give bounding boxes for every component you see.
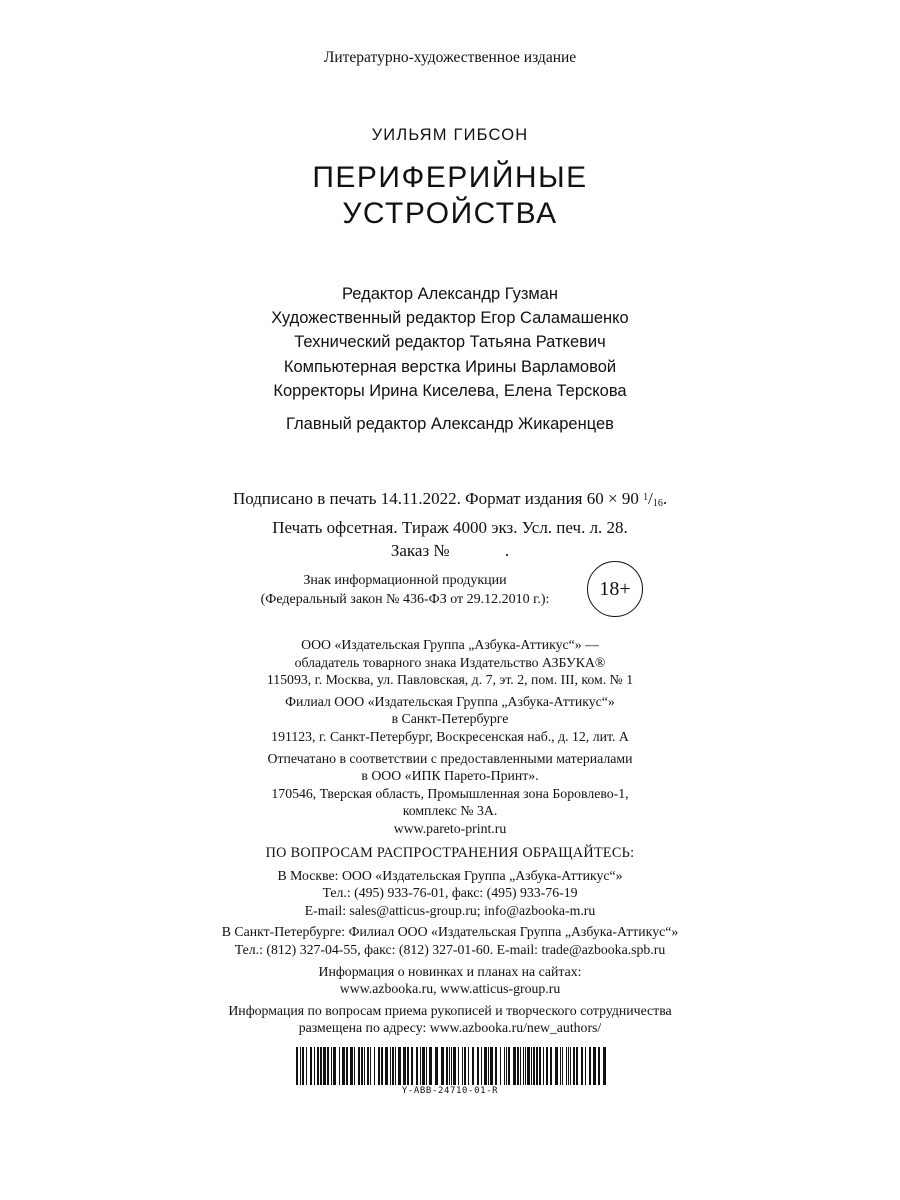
barcode-bar [531, 1047, 532, 1085]
barcode-bar [598, 1047, 600, 1085]
credit-proofreaders: Корректоры Ирина Киселева, Елена Терскова [273, 381, 627, 400]
info-sign-label-1: Знак информационной продукции [303, 573, 507, 588]
news-info: Информация о новинках и планах на сайтах: [318, 963, 582, 979]
barcode-bar [327, 1047, 329, 1085]
credit-art-editor: Художественный редактор Егор Саламашенко [271, 309, 629, 328]
spb-contact: В Санкт-Петербурге: Филиал ООО «Издательская Группа „Азбука-Аттикус“» [221, 924, 679, 940]
moscow-contact: В Москве: ООО «Издательская Группа „Азбука-Аттикус“» [277, 867, 623, 883]
format-end: . [662, 489, 668, 508]
barcode-bar [323, 1047, 326, 1085]
credit-tech-editor: Технический редактор Татьяна Раткевич [294, 333, 606, 352]
barcode-bar [422, 1047, 425, 1085]
barcode-bar [354, 1047, 355, 1085]
branch-line: в Санкт-Петербурге [391, 711, 509, 727]
barcode-bar [527, 1047, 530, 1085]
barcode-bar [562, 1047, 563, 1085]
printer-line: Отпечатано в соответствии с предоставленными материалами [267, 750, 633, 766]
barcode-bar [488, 1047, 489, 1085]
barcode-bar [426, 1047, 427, 1085]
barcode-bar [411, 1047, 413, 1085]
barcode-bar [573, 1047, 575, 1085]
printer-website: www.pareto-print.ru [393, 820, 507, 836]
barcode-bar [533, 1047, 535, 1085]
print-info-line-1 [0, 486, 900, 516]
barcode-bar [333, 1047, 336, 1085]
barcode-bar [441, 1047, 444, 1085]
barcode-bar [346, 1047, 348, 1085]
barcode-bar [543, 1047, 544, 1085]
barcode-bar [451, 1047, 452, 1085]
barcode-bar [314, 1047, 315, 1085]
barcode-bar [520, 1047, 521, 1085]
barcode-bar [403, 1047, 406, 1085]
credit-editor: Редактор Александр Гузман [341, 285, 559, 303]
barcode-bar [374, 1047, 375, 1085]
print-info [0, 486, 900, 563]
format-text: Подписано в печать 14.11.2022. Формат издания 60 × 90 [232, 489, 639, 508]
barcode-bar [495, 1047, 497, 1085]
barcode-bar [453, 1047, 456, 1085]
barcode-bar [581, 1047, 583, 1085]
title-line-1: ПЕРИФЕРИЙНЫЕ [312, 161, 588, 194]
print-info-line-3: Заказ № . [390, 541, 510, 560]
barcode-bar [302, 1047, 304, 1085]
barcode [296, 1047, 608, 1085]
authors-url: размещена по адресу: www.azbooka.ru/new_authors/ [298, 1020, 602, 1036]
barcode-bar [576, 1047, 578, 1085]
barcode-bar [566, 1047, 567, 1085]
distribution-heading: ПО ВОПРОСАМ РАСПРОСТРАНЕНИЯ ОБРАЩАЙТЕСЬ: [265, 845, 635, 861]
barcode-bar [603, 1047, 606, 1085]
edition-type: Литературно-художественное издание [323, 49, 577, 66]
barcode-bar [504, 1047, 505, 1085]
barcode-bar [306, 1047, 307, 1085]
barcode-bar [367, 1047, 369, 1085]
barcode-bar [407, 1047, 409, 1085]
barcode-bar [390, 1047, 391, 1085]
barcode-bar [392, 1047, 394, 1085]
barcode-bar [370, 1047, 371, 1085]
barcode-bar [585, 1047, 586, 1085]
barcode-bar [446, 1047, 448, 1085]
barcode-bar [506, 1047, 507, 1085]
barcode-bar [517, 1047, 519, 1085]
credits-list [0, 282, 900, 403]
publisher-address: 115093, г. Москва, ул. Павловская, д. 7, эт. 2, пом. III, ком. № 1 [266, 672, 634, 688]
barcode-bar [317, 1047, 319, 1085]
barcode-bar [458, 1047, 459, 1085]
barcode-bar [555, 1047, 558, 1085]
barcode-bar [385, 1047, 388, 1085]
barcode-bar [358, 1047, 360, 1085]
barcode-bar [310, 1047, 312, 1085]
barcode-bar [464, 1047, 466, 1085]
publisher-line: обладатель товарного знака Издательство АЗБУКА® [294, 654, 606, 670]
barcode-bar [378, 1047, 380, 1085]
barcode-bar [381, 1047, 383, 1085]
format-numerator: 1 [643, 492, 649, 503]
info-sign-label [230, 571, 580, 609]
barcode-bar [364, 1047, 365, 1085]
barcode-bar [320, 1047, 322, 1085]
chief-editor: Главный редактор Александр Жикаренцев [286, 415, 614, 433]
barcode-bar [429, 1047, 432, 1085]
barcode-bar [481, 1047, 482, 1085]
barcode-bar [490, 1047, 493, 1085]
printer-address: 170546, Тверская область, Промышленная зона Боровлево-1, [271, 785, 629, 801]
barcode-graphic [296, 1047, 608, 1085]
moscow-email: E-mail: sales@atticus-group.ru; info@azbooka-m.ru [304, 902, 596, 918]
title-line-2: УСТРОЙСТВА [342, 197, 558, 230]
barcode-bar [420, 1047, 421, 1085]
barcode-bar [523, 1047, 524, 1085]
barcode-bar [500, 1047, 501, 1085]
authors-info: Информация по вопросам приема рукописей и творческого сотрудничества [228, 1002, 672, 1018]
barcode-bar [536, 1047, 538, 1085]
barcode-bar [331, 1047, 332, 1085]
barcode-bar [462, 1047, 463, 1085]
barcode-bar [416, 1047, 418, 1085]
barcode-bar [539, 1047, 541, 1085]
barcode-bar [477, 1047, 479, 1085]
printer-address: комплекс № 3А. [402, 803, 498, 819]
barcode-bar [472, 1047, 474, 1085]
barcode-bar [435, 1047, 438, 1085]
publisher-block [0, 636, 900, 838]
barcode-code: Y-ABB-24710-01-R [401, 1086, 499, 1096]
barcode-bar [300, 1047, 301, 1085]
barcode-bar [484, 1047, 487, 1085]
barcode-bar [350, 1047, 353, 1085]
barcode-bar [593, 1047, 596, 1085]
barcode-bar [395, 1047, 396, 1085]
printer-line: в ООО «ИПК Парето-Принт». [361, 768, 539, 784]
branch-line: Филиал ООО «Издательская Группа „Азбука-Аттикус“» [285, 693, 615, 709]
barcode-bar [398, 1047, 401, 1085]
news-sites: www.azbooka.ru, www.atticus-group.ru [339, 981, 561, 997]
credit-layout: Компьютерная верстка Ирины Варламовой [283, 357, 617, 376]
info-sign-label-2: (Федеральный закон № 436-ФЗ от 29.12.2010 г.): [260, 592, 550, 607]
moscow-phone: Тел.: (495) 933-76-01, факс: (495) 933-76-19 [322, 885, 578, 901]
barcode-bar [339, 1047, 340, 1085]
distribution-block [0, 845, 900, 1037]
barcode-bar [570, 1047, 571, 1085]
print-info-line-2: Печать офсетная. Тираж 4000 экз. Усл. печ. л. 28. [272, 517, 628, 537]
barcode-bar [342, 1047, 345, 1085]
book-author: УИЛЬЯМ ГИБСОН [371, 126, 529, 144]
format-separator: / [648, 489, 653, 508]
barcode-bar [546, 1047, 548, 1085]
barcode-bar [508, 1047, 510, 1085]
book-title [0, 160, 900, 232]
barcode-bar [296, 1047, 298, 1085]
barcode-bar [468, 1047, 469, 1085]
format-denominator: 16 [652, 498, 663, 509]
barcode-bar [525, 1047, 526, 1085]
spb-phone: Тел.: (812) 327-04-55, факс: (812) 327-01-60. E-mail: trade@azbooka.spb.ru [234, 941, 666, 957]
barcode-bar [361, 1047, 363, 1085]
branch-address: 191123, г. Санкт-Петербург, Воскресенская наб., д. 12, лит. А [271, 728, 629, 744]
barcode-bar [589, 1047, 591, 1085]
barcode-bar [449, 1047, 450, 1085]
barcode-bar [513, 1047, 516, 1085]
age-rating-badge: 18+ [587, 561, 643, 617]
barcode-bar [560, 1047, 561, 1085]
barcode-bar [550, 1047, 552, 1085]
publisher-line: ООО «Издательская Группа „Азбука-Аттикус“» — [301, 637, 599, 652]
barcode-bar [568, 1047, 569, 1085]
